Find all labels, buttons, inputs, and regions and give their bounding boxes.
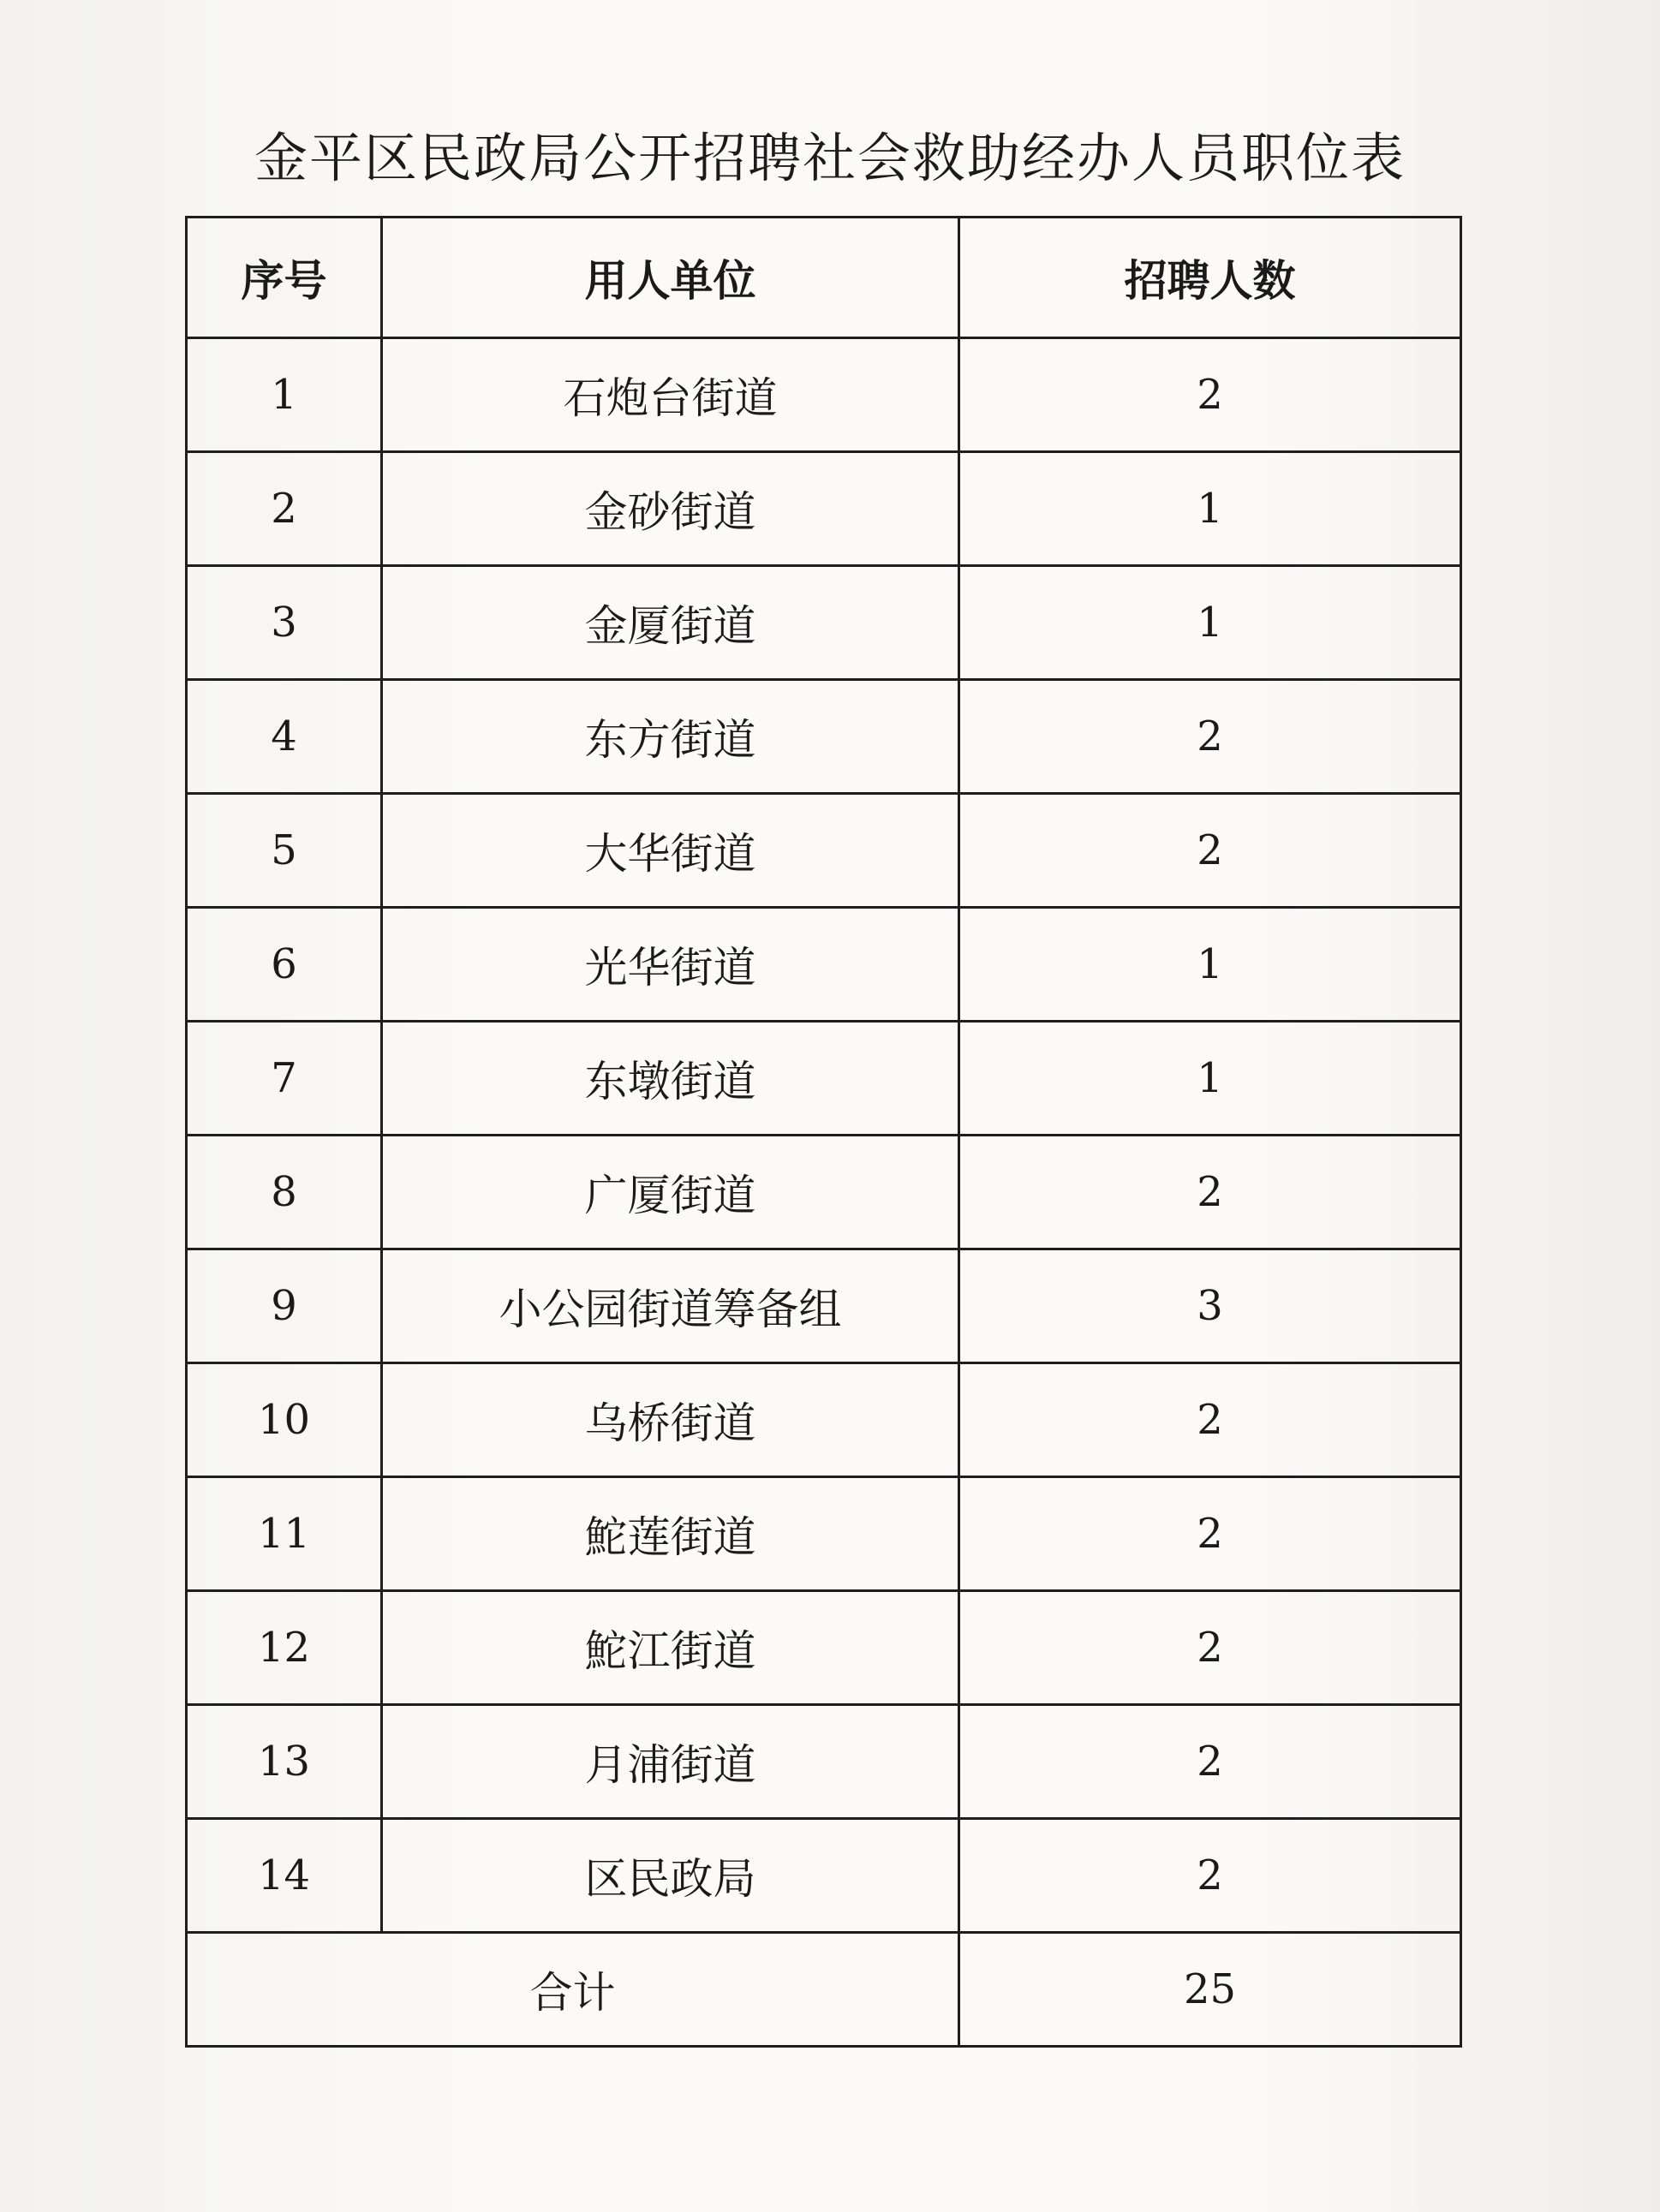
table-row (187, 794, 1461, 908)
row-count: 1 (959, 566, 1461, 680)
row-index: 9 (187, 1249, 382, 1363)
row-unit: 东墩街道 (382, 1022, 959, 1136)
table-row (187, 908, 1461, 1022)
row-count: 2 (959, 1591, 1461, 1705)
row-index: 10 (187, 1363, 382, 1477)
table-row (187, 680, 1461, 794)
row-unit: 鮀江街道 (382, 1591, 959, 1705)
row-unit: 小公园街道筹备组 (382, 1249, 959, 1363)
header-index: 序号 (187, 218, 382, 338)
table-row (187, 566, 1461, 680)
recruitment-table (185, 216, 1462, 2048)
total-label: 合计 (187, 1933, 959, 2047)
header-unit: 用人单位 (382, 218, 959, 338)
row-unit: 东方街道 (382, 680, 959, 794)
row-unit: 金厦街道 (382, 566, 959, 680)
row-index: 3 (187, 566, 382, 680)
row-index: 2 (187, 452, 382, 566)
row-count: 2 (959, 1136, 1461, 1249)
row-count: 2 (959, 794, 1461, 908)
row-unit: 金砂街道 (382, 452, 959, 566)
row-index: 11 (187, 1477, 382, 1591)
row-unit: 乌桥街道 (382, 1363, 959, 1477)
row-index: 12 (187, 1591, 382, 1705)
row-unit: 月浦街道 (382, 1705, 959, 1819)
row-unit: 大华街道 (382, 794, 959, 908)
table-header-row (187, 218, 1461, 338)
table-row (187, 338, 1461, 452)
document-title: 金平区民政局公开招聘社会救助经办人员职位表 (254, 127, 1406, 189)
table-row (187, 1022, 1461, 1136)
table-row (187, 452, 1461, 566)
row-count: 2 (959, 1363, 1461, 1477)
row-count: 1 (959, 1022, 1461, 1136)
table-row (187, 1477, 1461, 1591)
row-index: 1 (187, 338, 382, 452)
table-row (187, 1705, 1461, 1819)
row-index: 6 (187, 908, 382, 1022)
row-index: 14 (187, 1819, 382, 1933)
row-unit: 石炮台街道 (382, 338, 959, 452)
row-unit: 区民政局 (382, 1819, 959, 1933)
table-row (187, 1136, 1461, 1249)
row-count: 2 (959, 338, 1461, 452)
row-index: 13 (187, 1705, 382, 1819)
row-count: 1 (959, 908, 1461, 1022)
row-index: 4 (187, 680, 382, 794)
row-count: 2 (959, 1477, 1461, 1591)
row-count: 3 (959, 1249, 1461, 1363)
row-index: 7 (187, 1022, 382, 1136)
table-row (187, 1249, 1461, 1363)
row-index: 8 (187, 1136, 382, 1249)
header-count: 招聘人数 (959, 218, 1461, 338)
row-unit: 广厦街道 (382, 1136, 959, 1249)
row-unit: 鮀莲街道 (382, 1477, 959, 1591)
row-count: 1 (959, 452, 1461, 566)
table-row (187, 1591, 1461, 1705)
table-total-row (187, 1933, 1461, 2047)
row-count: 2 (959, 680, 1461, 794)
row-index: 5 (187, 794, 382, 908)
row-count: 2 (959, 1819, 1461, 1933)
table-row (187, 1819, 1461, 1933)
row-count: 2 (959, 1705, 1461, 1819)
total-count: 25 (959, 1933, 1461, 2047)
row-unit: 光华街道 (382, 908, 959, 1022)
table-row (187, 1363, 1461, 1477)
